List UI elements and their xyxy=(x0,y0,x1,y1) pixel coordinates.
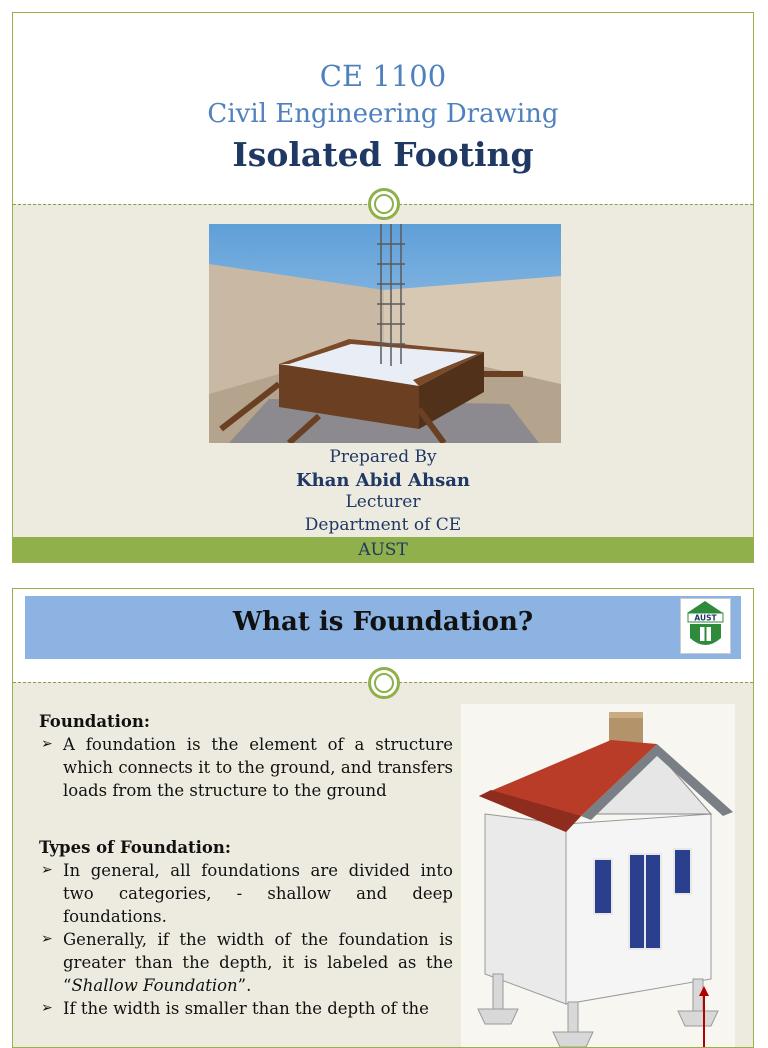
course-code: CE 1100 xyxy=(319,59,447,93)
footing-excavation-photo xyxy=(209,224,561,443)
bullet-arrow-icon: ➢ xyxy=(41,736,53,752)
shallow-foundation-term: Shallow Foundation xyxy=(71,976,238,995)
course-name: Civil Engineering Drawing xyxy=(207,99,559,129)
foundation-heading: Foundation: xyxy=(39,712,151,731)
bullet-text: Generally, if the width of the foundation is greater than the depth, it is labeled as the xyxy=(63,930,453,972)
aust-logo-icon xyxy=(680,598,731,654)
bullet-text: A foundation is the element of a structure which connects it to the ground, and transfers loads from the structure to the ground xyxy=(63,735,453,800)
ring-ornament-icon xyxy=(368,667,400,699)
slide-title: What is Foundation? xyxy=(232,607,534,637)
house-on-footings-illustration xyxy=(461,704,735,1048)
prepared-by-label: Prepared By xyxy=(329,447,437,467)
bullet-arrow-icon: ➢ xyxy=(41,1000,53,1016)
institution: AUST xyxy=(358,540,408,560)
author-role: Lecturer xyxy=(345,492,421,512)
list-item xyxy=(39,997,453,1020)
author-name: Khan Abid Ahsan xyxy=(296,470,470,491)
slide-title: Isolated Footing xyxy=(232,135,534,174)
bullet-text: If the width is smaller than the depth of the xyxy=(63,999,429,1018)
bullet-arrow-icon: ➢ xyxy=(41,931,53,947)
list-item xyxy=(39,733,453,802)
department: Department of CE xyxy=(304,515,462,535)
ring-ornament-icon xyxy=(368,188,400,220)
list-item xyxy=(39,928,453,997)
bullet-arrow-icon: ➢ xyxy=(41,862,53,878)
bullet-text: In general, all foundations are divided into two categories, - shallow and deep foundations. xyxy=(63,861,453,926)
close-quote: ”. xyxy=(237,976,252,995)
title-slide xyxy=(12,12,754,563)
content-text xyxy=(39,710,453,1020)
foundation-slide xyxy=(12,588,754,1048)
open-quote: “ xyxy=(63,976,72,995)
logo-text: AUST xyxy=(694,613,717,623)
types-heading: Types of Foundation: xyxy=(39,838,231,857)
list-item xyxy=(39,859,453,928)
